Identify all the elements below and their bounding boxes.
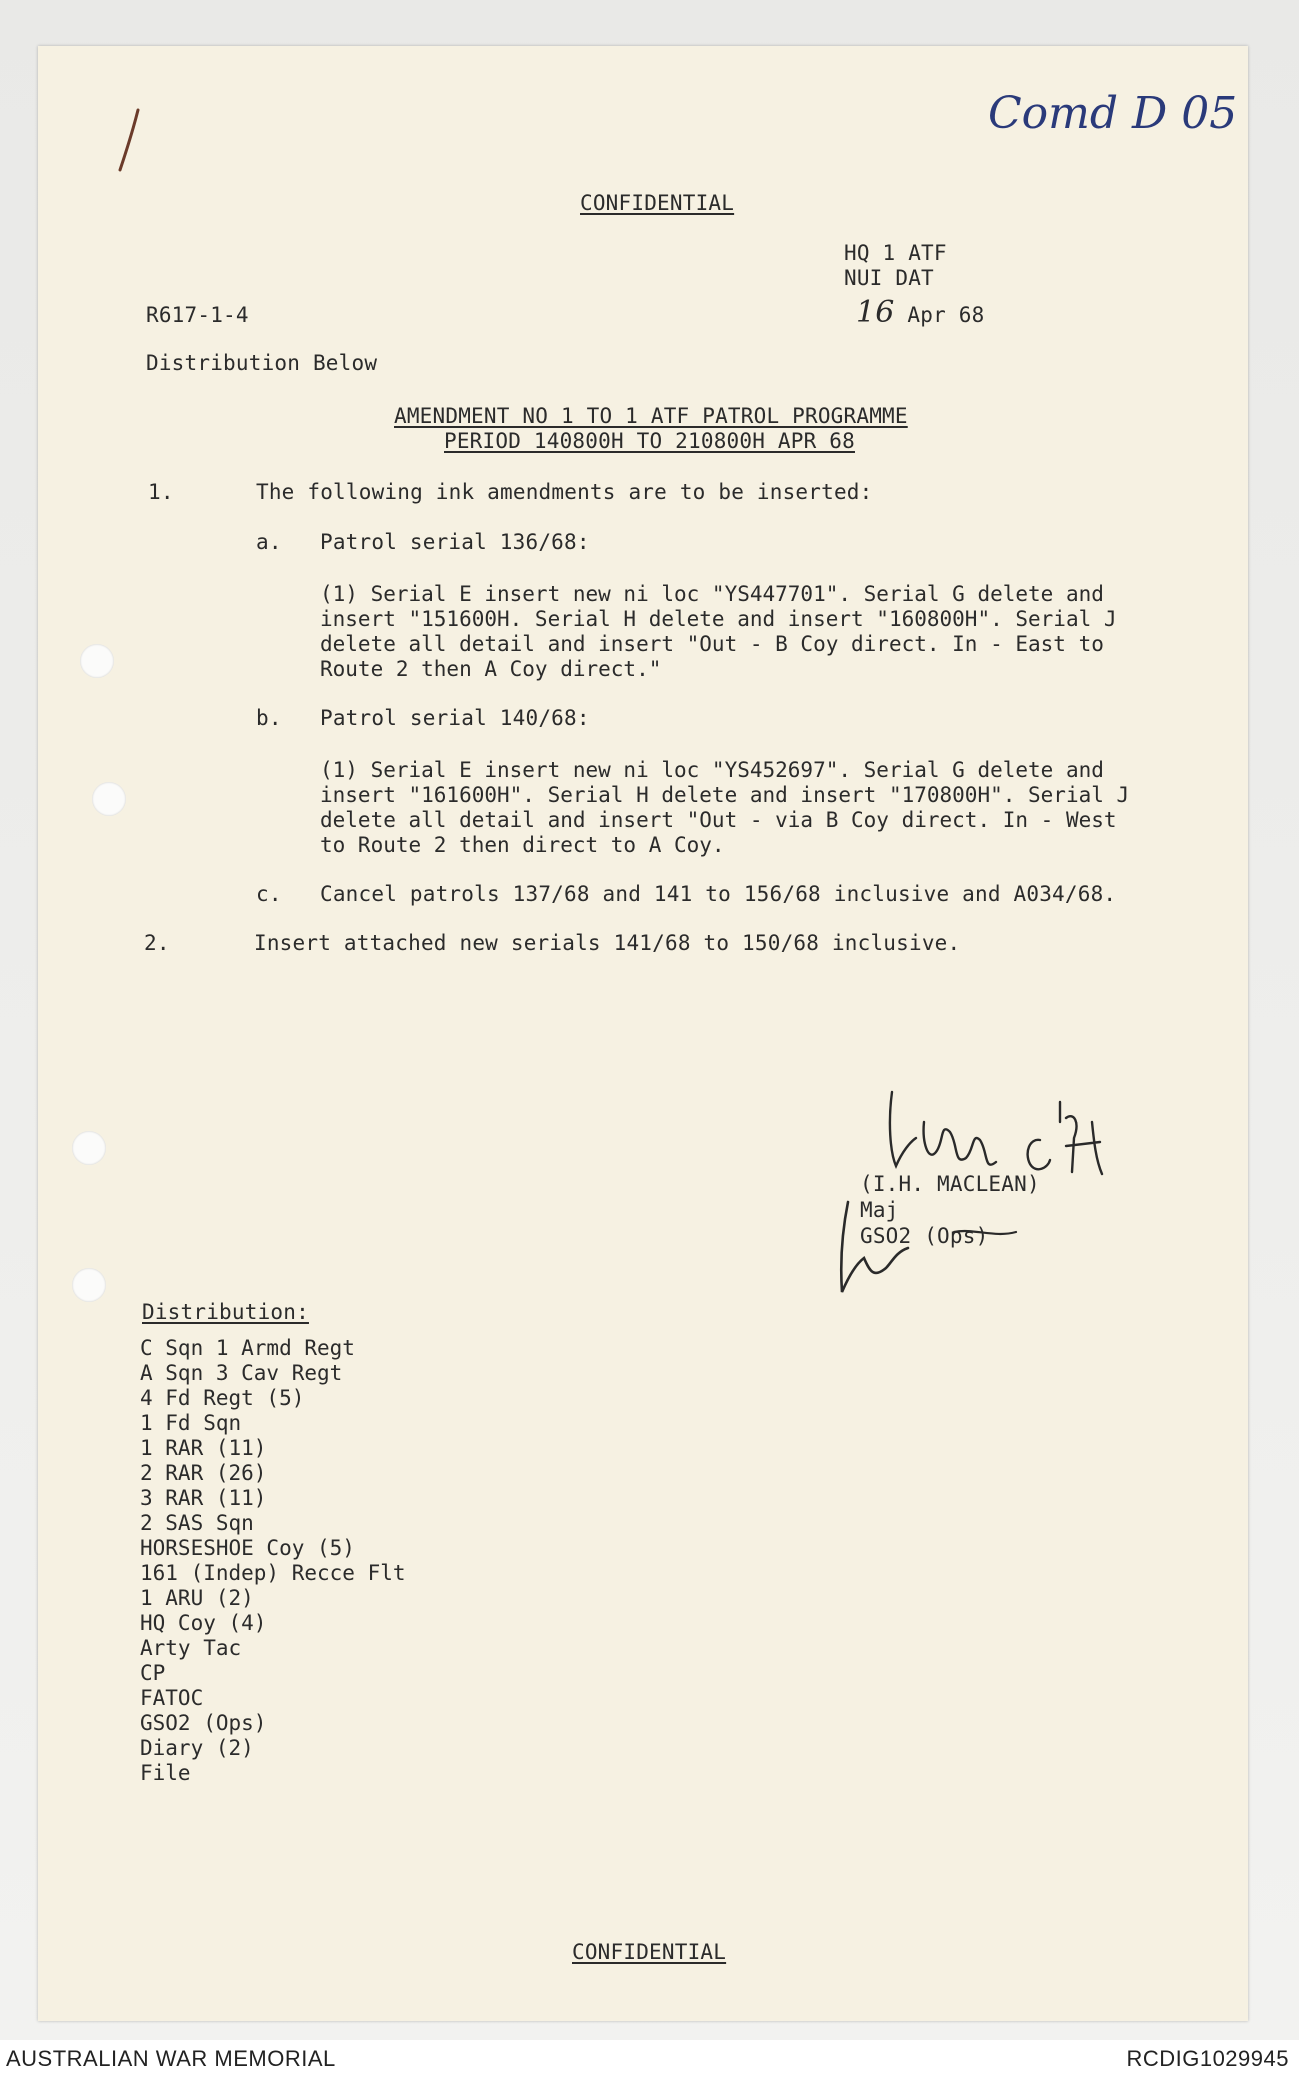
subparagraph-label: c.: [256, 882, 282, 906]
subparagraph-b-text: [320, 758, 1129, 858]
list-item: CP: [140, 1661, 166, 1685]
classification-bottom: CONFIDENTIAL: [572, 1940, 727, 1964]
subparagraph-title: Patrol serial 140/68:: [320, 706, 590, 730]
distribution-heading: Distribution:: [142, 1300, 309, 1324]
paragraph-text: The following ink amendments are to be inserted:: [256, 480, 873, 504]
text-line: Route 2 then A Coy direct.": [320, 657, 662, 681]
subparagraph-text: Cancel patrols 137/68 and 141 to 156/68 inclusive and A034/68.: [320, 882, 1117, 906]
list-item: 3 RAR (11): [140, 1486, 267, 1510]
subparagraph-a-text: [320, 582, 1117, 682]
list-item: A Sqn 3 Cav Regt: [140, 1361, 343, 1385]
list-item: GSO2 (Ops): [140, 1711, 267, 1735]
text-line: delete all detail and insert "Out - B Coy direct. In - East to: [320, 632, 1104, 656]
classification-top: CONFIDENTIAL: [580, 191, 735, 215]
pencil-mark-icon: [114, 106, 144, 176]
text-line: insert "151600H. Serial H delete and insert "160800H". Serial J: [320, 607, 1117, 631]
signature-icon: [804, 1082, 1164, 1312]
subparagraph-label: a.: [256, 530, 282, 554]
list-item: Diary (2): [140, 1736, 254, 1760]
punch-hole: [80, 644, 114, 678]
addressee: Distribution Below: [146, 351, 378, 375]
paragraph-text: Insert attached new serials 141/68 to 150/68 inclusive.: [254, 931, 961, 955]
paragraph-number: 2.: [144, 931, 170, 955]
distribution-list: [140, 1336, 406, 1786]
date-day-handwritten: 16: [856, 295, 895, 330]
hq-line: HQ 1 ATF: [844, 241, 947, 265]
archive-id: RCDIG1029945: [1126, 2046, 1289, 2071]
list-item: 2 SAS Sqn: [140, 1511, 254, 1535]
list-item: Arty Tac: [140, 1636, 242, 1660]
text-line: insert "161600H". Serial H delete and insert "170800H". Serial J: [320, 783, 1130, 807]
document-page: [38, 46, 1248, 2021]
list-item: 1 ARU (2): [140, 1586, 254, 1610]
list-item: 161 (Indep) Recce Flt: [140, 1561, 406, 1585]
list-item: File: [140, 1761, 191, 1785]
title-line-2: PERIOD 140800H TO 210800H APR 68: [444, 429, 855, 453]
punch-hole: [72, 1131, 106, 1165]
list-item: HQ Coy (4): [140, 1611, 267, 1635]
paragraph-number: 1.: [148, 480, 174, 504]
file-reference: R617-1-4: [146, 303, 249, 327]
list-item: FATOC: [140, 1686, 204, 1710]
text-line: delete all detail and insert "Out - via B Coy direct. In - West: [320, 808, 1117, 832]
punch-hole: [72, 1268, 106, 1302]
archive-name: AUSTRALIAN WAR MEMORIAL: [6, 2046, 336, 2071]
list-item: 2 RAR (26): [140, 1461, 267, 1485]
list-item: 1 RAR (11): [140, 1436, 267, 1460]
text-line: to Route 2 then direct to A Coy.: [320, 833, 725, 857]
document-date: [856, 295, 985, 330]
signatory-name: (I.H. MACLEAN): [860, 1172, 1040, 1196]
list-item: C Sqn 1 Armd Regt: [140, 1336, 355, 1360]
subparagraph-label: b.: [256, 706, 282, 730]
location-line: NUI DAT: [844, 266, 934, 290]
text-line: (1) Serial E insert new ni loc "YS447701". Serial G delete and: [320, 582, 1104, 606]
list-item: HORSESHOE Coy (5): [140, 1536, 355, 1560]
text-line: (1) Serial E insert new ni loc "YS452697". Serial G delete and: [320, 758, 1104, 782]
signatory-rank: Maj: [860, 1198, 899, 1222]
punch-hole: [92, 782, 126, 816]
date-month-year: Apr 68: [907, 303, 985, 327]
subparagraph-title: Patrol serial 136/68:: [320, 530, 590, 554]
handwritten-note: Comd D 05: [988, 88, 1238, 139]
signatory-appointment: GSO2 (Ops): [860, 1224, 989, 1248]
title-line-1: AMENDMENT NO 1 TO 1 ATF PATROL PROGRAMME: [394, 404, 908, 428]
list-item: 1 Fd Sqn: [140, 1411, 242, 1435]
list-item: 4 Fd Regt (5): [140, 1386, 305, 1410]
